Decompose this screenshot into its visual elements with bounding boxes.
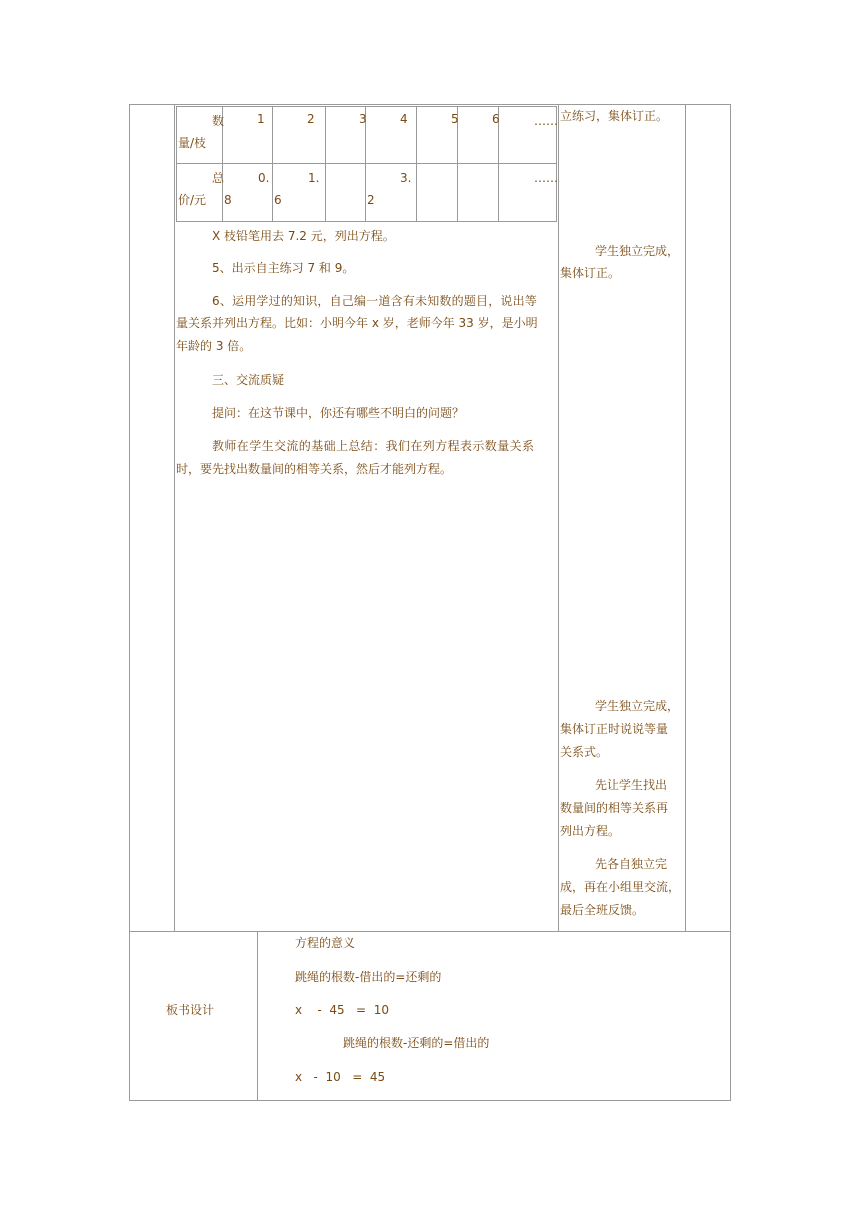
table-row2-value-1: 0.8 <box>224 171 270 207</box>
summary-line-2: 时，要先找出数量间的相等关系，然后才能列方程。 <box>176 462 453 476</box>
outer-bottom-border <box>129 1100 731 1101</box>
table-header-cell-more <box>500 110 558 132</box>
right-note-4-line-1: 先让学生找出 <box>595 778 668 792</box>
inner-col-2 <box>272 106 273 222</box>
right-note-1: 立练习，集体订正。 <box>560 109 669 123</box>
table-header-2: 2 <box>307 112 315 126</box>
table-row2-cell-1 <box>224 167 270 211</box>
col-divider-1 <box>174 104 175 931</box>
table-header-4: 4 <box>400 112 408 126</box>
table-row2-cell-more <box>500 167 558 189</box>
question-6-line-1: 6、运用学过的知识，自己编一道含有未知数的题目，说出等 <box>212 294 538 308</box>
table-row2-cell-4 <box>367 167 414 211</box>
col-divider-2 <box>558 104 559 931</box>
right-note-2-line-2: 集体订正。 <box>560 266 621 280</box>
inner-table-bottom <box>176 221 557 222</box>
right-note-3-line-3: 关系式。 <box>560 745 609 759</box>
inner-col-0 <box>176 106 177 222</box>
board-equation-1: x - 45 = 10 <box>295 1003 389 1017</box>
table-header-5: 5 <box>451 112 459 126</box>
question-4-text: X 枝铅笔用去 7.2 元，列出方程。 <box>212 229 395 243</box>
right-note-5-line-1: 先各自独立完 <box>595 857 668 871</box>
right-note-4-line-2: 数量间的相等关系再 <box>560 801 669 815</box>
inner-table-mid <box>176 163 557 164</box>
right-note-2-line-1: 学生独立完成， <box>595 244 680 258</box>
table-row2-value-4: 3.2 <box>367 171 412 207</box>
table-row2-value-2: 1.6 <box>274 171 320 207</box>
summary-line-1: 教师在学生交流的基础上总结：我们在列方程表示数量关系 <box>212 439 535 453</box>
right-note-4-line-3: 列出方程。 <box>560 824 621 838</box>
board-title: 方程的意义 <box>295 936 356 950</box>
right-note-5-line-2: 成，再在小组里交流， <box>560 880 681 894</box>
ask-text: 提问：在这节课中，你还有哪些不明白的问题？ <box>212 406 465 420</box>
outer-right-border <box>730 104 731 1101</box>
right-note-3-line-2: 集体订正时说说等量 <box>560 722 669 736</box>
right-note-5-line-3: 最后全班反馈。 <box>560 903 645 917</box>
board-equation-2: x - 10 = 45 <box>295 1070 386 1084</box>
section-3-heading: 三、交流质疑 <box>212 373 285 387</box>
row-divider <box>129 931 731 932</box>
table-row2-cell-label <box>178 167 225 211</box>
board-col-divider <box>257 931 258 1101</box>
table-row2-label: 总价/元 <box>178 171 225 207</box>
table-header-more: …… <box>534 114 558 128</box>
inner-col-3 <box>325 106 326 222</box>
table-header-label: 数量/枝 <box>178 114 225 150</box>
table-header-1: 1 <box>257 112 265 126</box>
table-header-3: 3 <box>359 112 367 126</box>
table-header-6: 6 <box>492 112 500 126</box>
outer-top-border <box>129 104 731 105</box>
col-divider-3 <box>685 104 686 931</box>
question-5-text: 5、出示自主练习 7 和 9。 <box>212 261 355 275</box>
board-equation-1-words: 跳绳的根数-借出的=还剩的 <box>295 970 442 984</box>
right-note-3-line-1: 学生独立完成， <box>595 699 680 713</box>
question-6-line-3: 年龄的 3 倍。 <box>176 339 252 353</box>
outer-left-border <box>129 104 130 1101</box>
table-row2-cell-2 <box>274 167 322 211</box>
board-design-label: 板书设计 <box>166 1003 215 1017</box>
table-header-cell-label <box>178 110 225 150</box>
question-6-line-2: 量关系并列出方程。比如：小明今年 x 岁，老师今年 33 岁，是小明 <box>176 316 538 330</box>
inner-table-top <box>176 106 557 107</box>
table-row2-more: …… <box>534 171 558 185</box>
inner-col-5 <box>416 106 417 222</box>
board-equation-2-words: 跳绳的根数-还剩的=借出的 <box>343 1036 490 1050</box>
